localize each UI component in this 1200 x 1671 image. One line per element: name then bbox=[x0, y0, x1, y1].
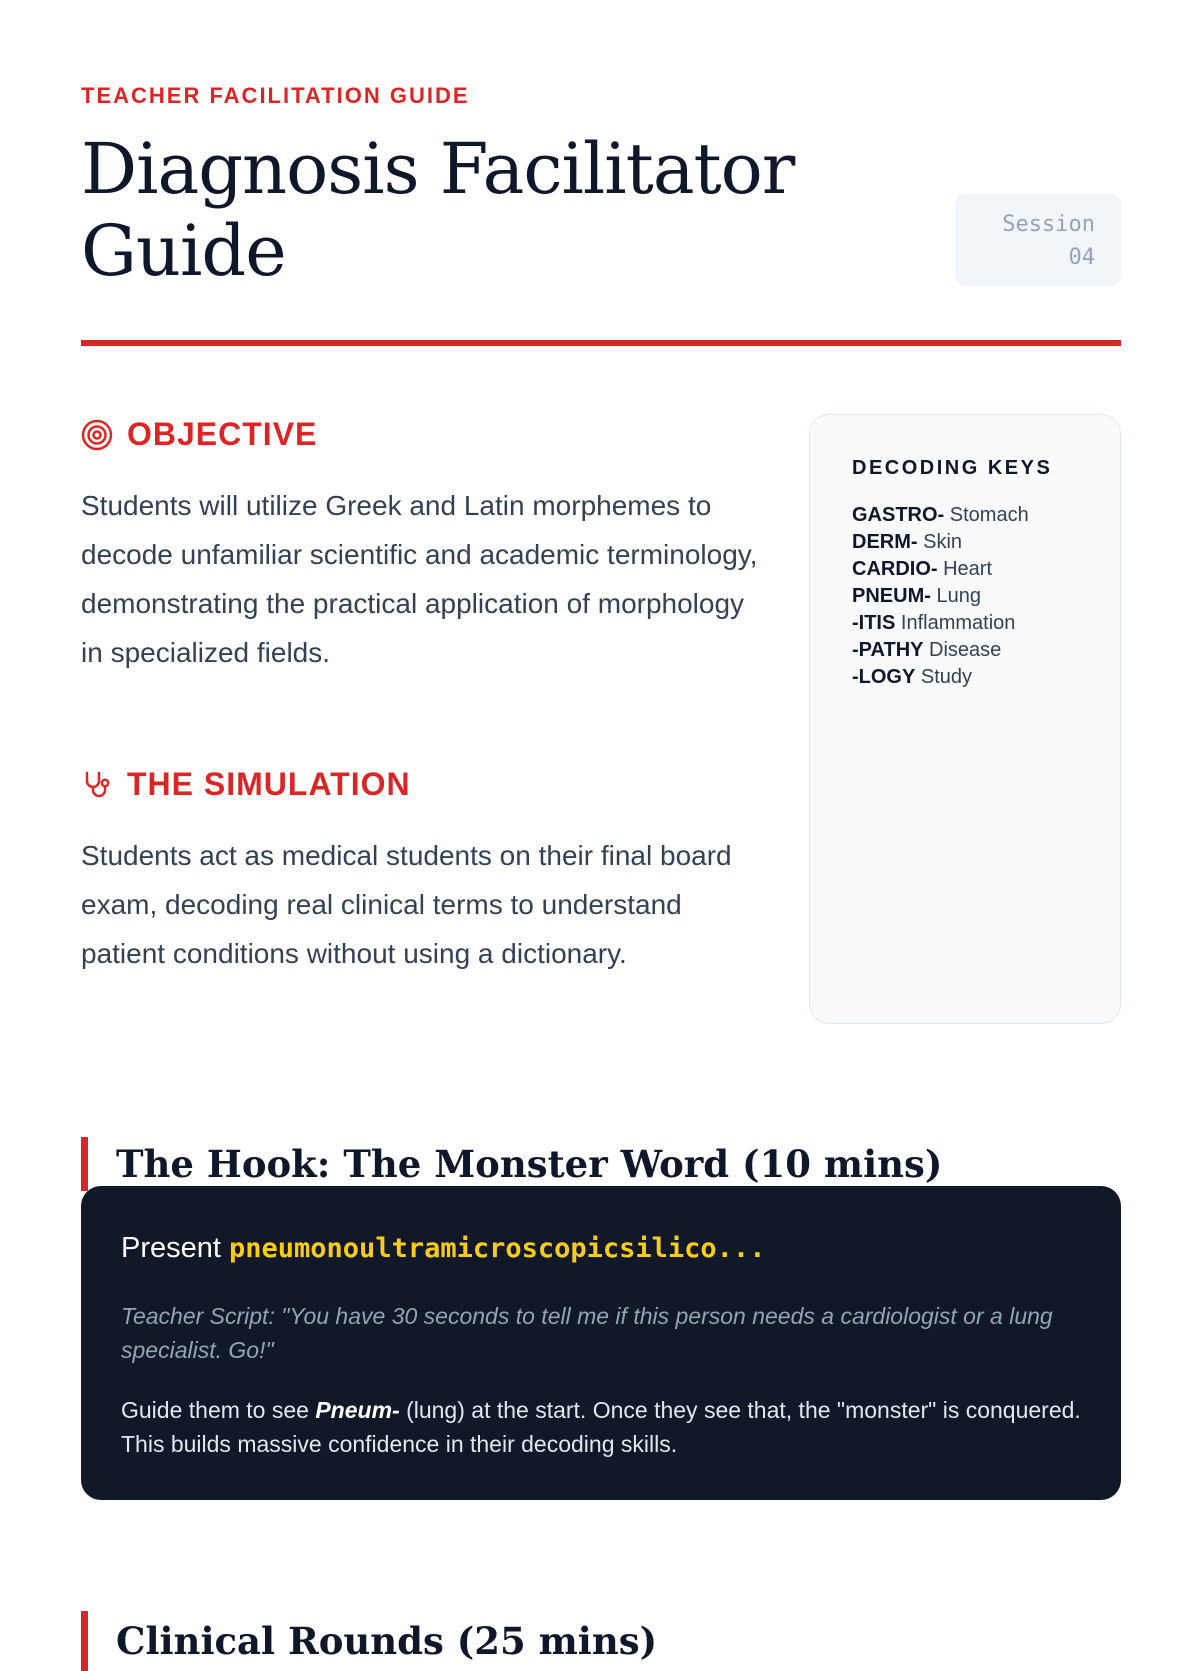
hook-heading: The Hook: The Monster Word (10 mins) bbox=[81, 1137, 942, 1191]
guide-text bbox=[121, 1393, 1081, 1461]
simulation-text: Students act as medical students on their final board exam, decoding real clinical terms to understand patient conditions without using a dictionary. bbox=[81, 840, 732, 969]
session-badge bbox=[955, 194, 1121, 286]
header-divider bbox=[81, 340, 1121, 346]
decoding-key-term: PNEUM- bbox=[852, 585, 931, 607]
present-label: Present bbox=[121, 1232, 221, 1264]
decoding-key-meaning: Study bbox=[920, 666, 973, 688]
teacher-script: Teacher Script: "You have 30 seconds to tell me if this person needs a cardiologist or a lung specialist. Go!" bbox=[121, 1303, 1053, 1363]
monster-word: pneumonoultramicroscopicsilico... bbox=[229, 1233, 766, 1264]
guide-suffix: (lung) at the start. Once they see that, the "monster" is conquered. This builds massive confidence in their decoding skills. bbox=[121, 1397, 1081, 1457]
target-icon bbox=[81, 419, 113, 451]
decoding-keys-card bbox=[809, 414, 1121, 1024]
objective-heading-label: OBJECTIVE bbox=[127, 416, 318, 452]
decoding-key-meaning: Disease bbox=[929, 639, 1002, 661]
guide-prefix: Guide them to see bbox=[121, 1397, 309, 1423]
present-line bbox=[121, 1232, 1081, 1265]
objective-text: Students will utilize Greek and Latin morphemes to decode unfamiliar scientific and academic terminology, demonstrating the practical application of morphology in specialized fields. bbox=[81, 490, 758, 668]
decoding-key-meaning: Lung bbox=[936, 585, 981, 607]
simulation-heading bbox=[81, 766, 411, 803]
decoding-keys-title: DECODING KEYS bbox=[852, 457, 1053, 479]
decoding-key-term: DERM- bbox=[852, 531, 918, 553]
guide-emphasis: Pneum- bbox=[315, 1397, 400, 1423]
decoding-key-item bbox=[852, 664, 1120, 691]
decoding-key-term: -LOGY bbox=[852, 666, 916, 688]
decoding-key-meaning: Skin bbox=[923, 531, 963, 553]
simulation-heading-label: THE SIMULATION bbox=[127, 766, 411, 802]
session-number: 04 bbox=[1068, 245, 1095, 270]
decoding-key-meaning: Stomach bbox=[949, 504, 1029, 526]
stethoscope-icon bbox=[81, 769, 113, 801]
decoding-key-meaning: Inflammation bbox=[900, 612, 1016, 634]
decoding-key-item bbox=[852, 529, 1120, 556]
page-title: Diagnosis Facilitator Guide bbox=[81, 128, 795, 292]
clinical-rounds-heading: Clinical Rounds (25 mins) bbox=[81, 1611, 657, 1671]
decoding-key-item bbox=[852, 502, 1120, 529]
decoding-key-term: GASTRO- bbox=[852, 504, 945, 526]
objective-heading bbox=[81, 416, 317, 453]
decoding-key-item bbox=[852, 583, 1120, 610]
decoding-key-term: -PATHY bbox=[852, 639, 924, 661]
decoding-key-item bbox=[852, 637, 1120, 664]
decoding-key-term: CARDIO- bbox=[852, 558, 938, 580]
decoding-key-item bbox=[852, 610, 1120, 637]
decoding-key-item bbox=[852, 556, 1120, 583]
session-label: Session bbox=[1002, 212, 1095, 237]
decoding-key-meaning: Heart bbox=[943, 558, 993, 580]
guide-eyebrow: TEACHER FACILITATION GUIDE bbox=[81, 83, 470, 108]
hook-card bbox=[81, 1186, 1121, 1500]
decoding-key-term: -ITIS bbox=[852, 612, 896, 634]
